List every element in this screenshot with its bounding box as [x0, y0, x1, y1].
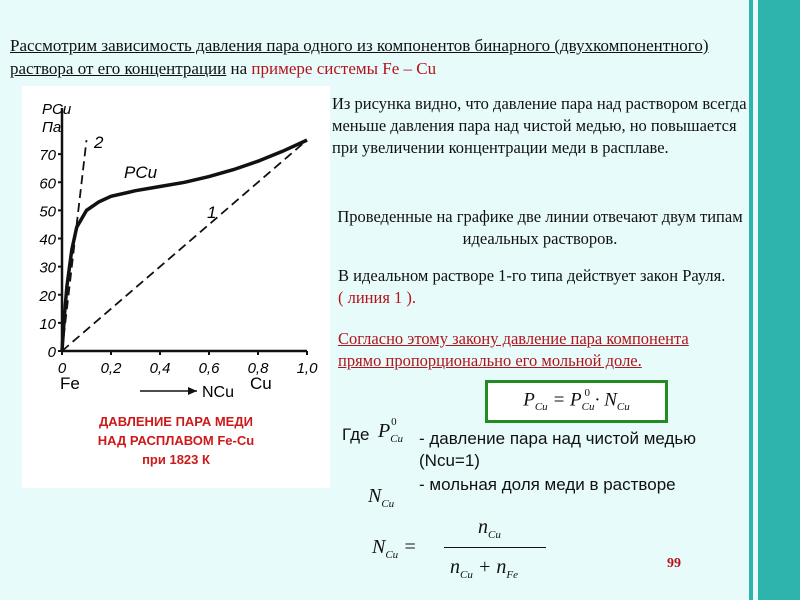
- x-tick-label: 0,6: [198, 360, 220, 377]
- figure-panel: [22, 86, 330, 488]
- raoult-formula: $P_{Cu} = P_{Cu}^0 \cdot N_{Cu}$: [523, 387, 630, 414]
- series-line-2: [62, 140, 87, 351]
- series-label: 2: [94, 133, 104, 152]
- x-tick-label: 1,0: [296, 360, 318, 377]
- y-tick-label: 70: [39, 147, 56, 165]
- figure-caption-line: НАД РАСПЛАВОМ Fe-Cu: [97, 433, 255, 448]
- y-tick-label: 10: [39, 315, 56, 333]
- slide-title-connector: на: [226, 59, 252, 78]
- figure-caption: [22, 412, 330, 469]
- x-tick-label: 0: [57, 360, 67, 377]
- vapor-pressure-chart: [22, 86, 330, 406]
- mole-fraction-formula: $N_{Cu}$ = $n_{Cu}$ $n_{Cu} + n_{Fe}$: [370, 516, 555, 586]
- y-axis-title: PCu: [42, 101, 72, 118]
- slide-title: [10, 34, 750, 80]
- y-tick-label: 60: [39, 175, 56, 193]
- slide-title-text: Рассмотрим зависимость давления пара одного из компонентов бинарного (двухкомпонентного) раствора от его концентрации: [10, 36, 709, 78]
- x-axis-arrowhead: [188, 387, 197, 395]
- series-label: PCu: [124, 163, 158, 182]
- page-number: 99: [667, 556, 681, 571]
- y-tick-label: 20: [39, 287, 56, 305]
- paragraph-observation: Из рисунка видно, что давление пара над раствором всегда меньше давления пара над чистой медью, но повышается при увеличении концентрации меди в расплаве.: [332, 94, 747, 157]
- ncu-description: - мольная доля меди в растворе: [419, 475, 676, 494]
- raoult-line-ref: ( линия 1 ).: [338, 288, 417, 307]
- series-label: 1: [207, 203, 217, 222]
- series-line-1: [62, 140, 307, 351]
- raoult-formula-box: [485, 380, 668, 423]
- x-left-label: Fe: [60, 374, 80, 393]
- x-tick-label: 0,4: [149, 360, 171, 377]
- slide-title-example: примере системы Fe – Cu: [251, 59, 437, 78]
- figure-caption-line: при 1823 К: [142, 452, 210, 467]
- y-tick-label: 50: [39, 203, 56, 221]
- paragraph-proportional: Согласно этому закону давление пара компонента прямо пропорционально его мольной доле.: [338, 329, 689, 370]
- x-tick-label: 0,2: [100, 360, 122, 377]
- y-tick-label: 0: [47, 344, 56, 361]
- y-tick-label: 40: [39, 231, 56, 249]
- p0-symbol: $P_{Cu}^0$: [378, 416, 404, 445]
- where-label: Где: [342, 425, 370, 444]
- y-tick-label: 30: [39, 259, 56, 277]
- y-axis-unit: Па: [42, 119, 62, 136]
- ncu-symbol: $N_{Cu}$: [368, 485, 395, 510]
- decorative-sidebar: [758, 0, 800, 600]
- x-tick-label: 0,8: [247, 360, 269, 377]
- x-right-label: Cu: [250, 374, 272, 393]
- decorative-sidebar-line: [749, 0, 753, 600]
- p0-description: - давление пара над чистой медью (Ncu=1): [419, 429, 697, 470]
- paragraph-ideal-types: Проведенные на графике две линии отвечают двум типам идеальных растворов.: [337, 207, 743, 248]
- raoult-text: В идеальном растворе 1-го типа действует закон Рауля.: [338, 266, 726, 285]
- x-axis-title: NCu: [202, 384, 235, 401]
- figure-caption-line: ДАВЛЕНИЕ ПАРА МЕДИ: [99, 414, 253, 429]
- paragraph-raoult-law: [338, 265, 728, 309]
